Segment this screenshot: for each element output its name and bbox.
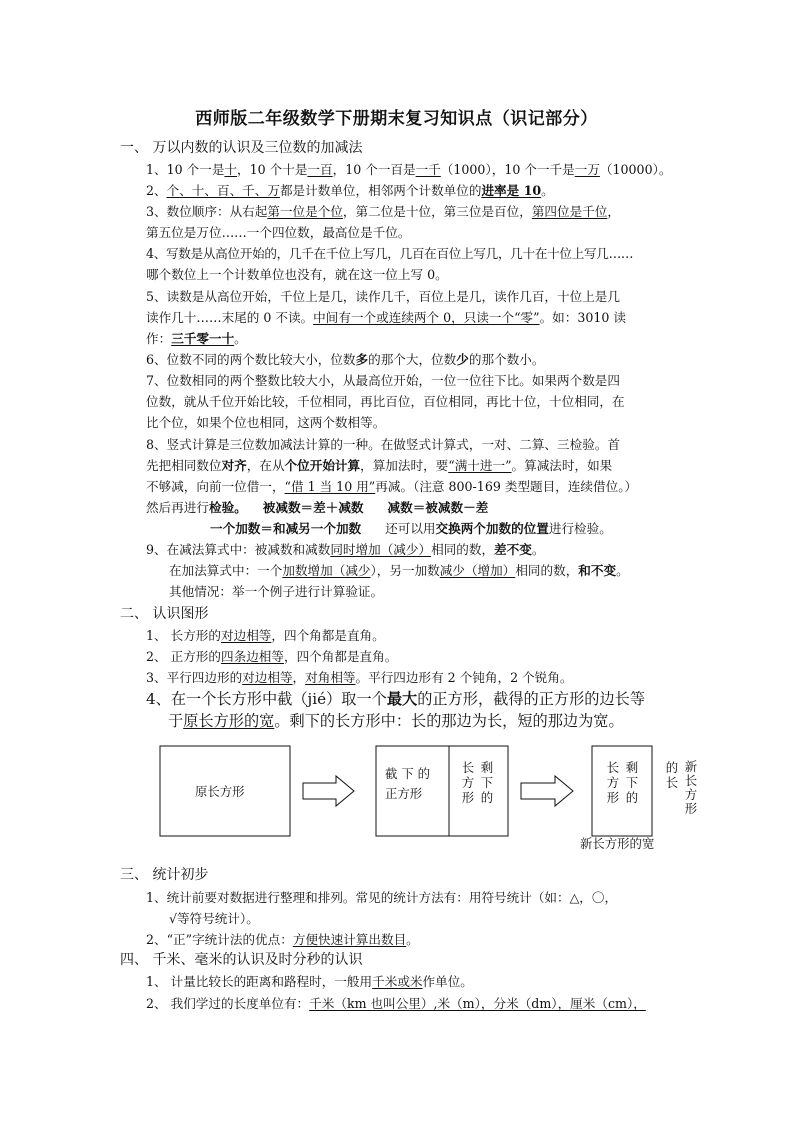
paragraph-1-3a: 3、数位顺序：从右起第一位是个位，第二位是十位，第三位是百位，第四位是千位， bbox=[146, 204, 620, 219]
paragraph-1-7b: 位数，就从千位开始比较，千位相同，再比百位，百位相同，再比十位，十位相同，在 bbox=[146, 394, 625, 409]
paragraph-4-2: 2、 我们学过的长度单位有：千米（km 也叫公里）,米（m），分米（dm），厘米（cm）， bbox=[146, 996, 646, 1011]
label-new-de: 的 bbox=[665, 760, 679, 775]
paragraph-1-9b: 在加法算式中：一个加数增加（减少），另一加数减少（增加）相同的数，和不变。 bbox=[169, 563, 629, 578]
section-heading-1: 一、 万以内数的认识及三位数的加减法 bbox=[120, 140, 363, 156]
paragraph-1-8c: 不够减，向前一位借一，“借 1 当 10 用”再减。（注意 800-169 类型题目，连续借位。） bbox=[146, 479, 638, 494]
label-new-rectangle: 新长方形 bbox=[684, 759, 698, 816]
paragraph-1-9c: 其他情况：举一个例子进行计算验证。 bbox=[169, 584, 384, 599]
paragraph-1-2: 2、个、十、百、千、万都是计数单位，相邻两个计数单位的进率是 10。 bbox=[146, 183, 554, 198]
paragraph-1-1: 1、10 个一是十，10 个十是一百，10 个一百是一千（1000），10 个一千是一万（10000）。 bbox=[146, 162, 672, 177]
paragraph-1-3b: 第五位是万位……一个四位数，最高位是千位。 bbox=[146, 225, 411, 240]
label-new-chang: 长 bbox=[665, 775, 679, 790]
paragraph-1-8d: 然后再进行检验。 被减数＝差＋减数 减数＝被减数－差 bbox=[146, 500, 489, 515]
label-cut-square: 截 下 的 正方形 bbox=[385, 766, 431, 801]
paragraph-1-4a: 4、写数是从高位开始的，几千在千位上写几，几百在百位上写几，几十在十位上写几…… bbox=[146, 246, 634, 261]
label-remaining-rest-2: 剩下的 bbox=[625, 760, 639, 805]
page-title: 西师版二年级数学下册期末复习知识点（识记部分） bbox=[195, 109, 598, 129]
paragraph-3-1a: 1、统计前要对数据进行整理和排列。常见的统计方法有：用符号统计（如：△，〇， bbox=[146, 890, 618, 905]
paragraph-1-7c: 比个位，如果个位也相同，这两个数相等。 bbox=[146, 415, 386, 430]
paragraph-1-8e: 一个加数＝和减另一个加数 还可以用交换两个加数的位置进行检验。 bbox=[210, 521, 612, 536]
label-remaining-long-2: 长方形 bbox=[606, 760, 620, 805]
section-heading-3: 三、 统计初步 bbox=[120, 867, 209, 883]
section-heading-2: 二、 认识图形 bbox=[120, 606, 209, 622]
label-original-rectangle: 原长方形 bbox=[195, 784, 245, 799]
paragraph-3-2: 2、“正”字统计法的优点：方便快速计算出数目。 bbox=[146, 932, 419, 947]
paragraph-2-4b: 于原长方形的宽。剩下的长方形中：长的那边为长，短的那边为宽。 bbox=[168, 712, 624, 730]
label-remaining-rest-1: 剩下的 bbox=[480, 760, 494, 805]
paragraph-4-1: 1、 计量比较长的距离和路程时，一般用千米或米作单位。 bbox=[146, 974, 473, 989]
paragraph-1-5a: 5、读数是从高位开始，千位上是几，读作几千，百位上是几，读作几百，十位上是几 bbox=[146, 289, 620, 304]
paragraph-1-5b: 读作几十……末尾的 0 不读。中间有一个或连续两个 0，只读一个“零”。如：3010 读 bbox=[146, 310, 626, 325]
paragraph-1-6: 6、位数不同的两个数比较大小，位数多的那个大，位数少的那个数小。 bbox=[146, 352, 545, 367]
paragraph-2-2: 2、 正方形的四条边相等，四个角都是直角。 bbox=[146, 649, 398, 664]
paragraph-1-8b: 先把相同数位对齐，在从个位开始计算，算加法时，要“满十进一”。算减法时，如果 bbox=[146, 458, 613, 473]
arrow-right-icon-2 bbox=[521, 776, 573, 806]
label-new-width: 新长方形的宽 bbox=[580, 836, 655, 851]
paragraph-1-5c: 作：三千零一十。 bbox=[146, 331, 247, 346]
paragraph-1-4b: 哪个数位上一个计数单位也没有，就在这一位上写 0。 bbox=[146, 267, 448, 282]
paragraph-1-9a: 9、在减法算式中：被减数和减数同时增加（减少）相同的数，差不变。 bbox=[146, 542, 545, 557]
remaining-rectangle bbox=[592, 746, 652, 836]
label-remaining-long-1: 长方形 bbox=[461, 760, 475, 805]
paragraph-1-7a: 7、位数相同的两个整数比较大小，从最高位开始，一位一位往下比。如果两个数是四 bbox=[146, 373, 620, 388]
paragraph-2-3: 3、平行四边形的对边相等，对角相等。平行四边形有 2 个钝角，2 个锐角。 bbox=[146, 670, 573, 685]
paragraph-2-4a: 4、在一个长方形中截（jié）取一个最大的正方形，截得的正方形的边长等 bbox=[146, 690, 646, 708]
arrow-right-icon-1 bbox=[303, 776, 354, 806]
paragraph-1-8a: 8、竖式计算是三位数加减法计算的一种。在做竖式计算式，一对、二算、三检验。首 bbox=[146, 437, 620, 452]
section-heading-4: 四、 千米、毫米的认识及时分秒的认识 bbox=[120, 952, 363, 968]
paragraph-3-1b: √等符号统计）。 bbox=[169, 911, 259, 926]
paragraph-2-1: 1、 长方形的对边相等，四个角都是直角。 bbox=[146, 628, 385, 643]
